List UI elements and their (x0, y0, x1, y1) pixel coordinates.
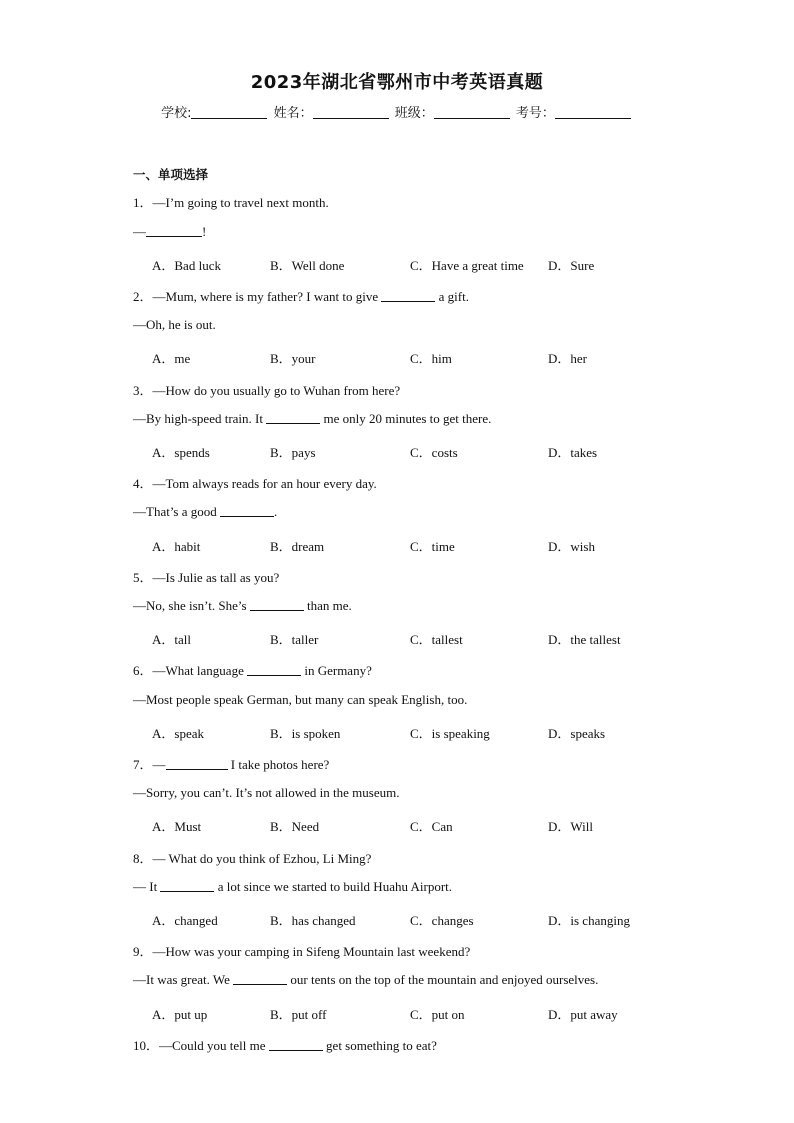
question-number: 3． (133, 383, 153, 398)
option-d[interactable]: D．speaks (548, 726, 606, 741)
question-text: —Could you tell me (159, 1038, 266, 1053)
question-6-response (133, 692, 467, 708)
question-text: —What language (152, 663, 244, 678)
question-text: — It (133, 879, 158, 894)
option-b[interactable]: B．Well done (270, 258, 345, 273)
question-text: —Oh, he is out. (133, 317, 216, 332)
option-d[interactable]: D．wish (548, 539, 595, 554)
option-d[interactable]: D．the tallest (548, 632, 621, 647)
option-d[interactable]: D．Sure (548, 258, 595, 273)
question-8-response (133, 879, 452, 895)
option-a[interactable]: A．put up (152, 1007, 208, 1022)
question-9-options (152, 1004, 672, 1022)
answer-blank (247, 664, 301, 676)
option-c[interactable]: C．Can (410, 819, 453, 834)
question-9-response (133, 972, 598, 988)
question-text: get something to eat? (326, 1038, 437, 1053)
school-label: 学校: (161, 106, 192, 121)
option-c[interactable]: C．is speaking (410, 726, 490, 741)
question-text: —How was your camping in Sifeng Mountain last weekend? (152, 944, 471, 959)
option-a[interactable]: A．Bad luck (152, 258, 221, 273)
question-2-prompt (133, 286, 469, 305)
question-9-prompt (133, 941, 470, 960)
answer-blank (266, 412, 320, 424)
class-label: 班级： (394, 106, 434, 121)
question-text: —How do you usually go to Wuhan from here? (152, 383, 401, 398)
question-text: me only 20 minutes to get there. (323, 411, 492, 426)
question-text: — What do you think of Ezhou, Li Ming? (152, 851, 372, 866)
question-text: our tents on the top of the mountain and enjoyed ourselves. (290, 972, 599, 987)
option-c[interactable]: C．Have a great time (410, 258, 524, 273)
number-blank[interactable] (555, 106, 631, 119)
option-b[interactable]: B．put off (270, 1007, 327, 1022)
question-text: than me. (307, 598, 352, 613)
question-5-prompt (133, 567, 279, 586)
question-text: —I’m going to travel next month. (152, 195, 329, 210)
question-10-prompt (133, 1035, 437, 1054)
option-a[interactable]: A．me (152, 351, 191, 366)
question-8-prompt (133, 848, 371, 867)
question-text: —Sorry, you can’t. It’s not allowed in the museum. (133, 785, 400, 800)
question-number: 2． (133, 289, 153, 304)
option-b[interactable]: B．Need (270, 819, 320, 834)
question-text: a gift. (438, 289, 469, 304)
question-7-prompt (133, 754, 329, 773)
option-b[interactable]: B．taller (270, 632, 319, 647)
answer-blank (233, 973, 287, 985)
question-text: —Is Julie as tall as you? (152, 570, 280, 585)
option-a[interactable]: A．Must (152, 819, 202, 834)
option-b[interactable]: B．dream (270, 539, 325, 554)
name-label: 姓名： (273, 106, 313, 121)
number-label: 考号： (515, 106, 555, 121)
question-2-options (152, 348, 672, 366)
option-c[interactable]: C．put on (410, 1007, 465, 1022)
question-text: I take photos here? (230, 757, 330, 772)
option-c[interactable]: C．him (410, 351, 452, 366)
question-7-response (133, 785, 399, 801)
question-2-response (133, 317, 216, 333)
option-c[interactable]: C．changes (410, 913, 474, 928)
question-3-options (152, 442, 672, 460)
question-5-response (133, 598, 352, 614)
question-text: a lot since we started to build Huahu Airport. (217, 879, 453, 894)
question-text: —That’s a good (133, 504, 217, 519)
question-4-prompt (133, 473, 377, 492)
dash: — (133, 224, 146, 239)
question-number: 7． (133, 757, 153, 772)
question-number: 9． (133, 944, 153, 959)
option-c[interactable]: C．costs (410, 445, 458, 460)
option-b[interactable]: B．is spoken (270, 726, 341, 741)
question-6-options (152, 723, 672, 741)
question-number: 4． (133, 476, 153, 491)
option-a[interactable]: A．speak (152, 726, 204, 741)
option-b[interactable]: B．pays (270, 445, 316, 460)
option-b[interactable]: B．your (270, 351, 316, 366)
question-number: 6． (133, 663, 153, 678)
question-number: 10． (133, 1038, 160, 1053)
answer-blank (269, 1039, 323, 1051)
question-1-prompt (133, 192, 329, 211)
question-number: 8． (133, 851, 153, 866)
question-3-response (133, 411, 491, 427)
option-d[interactable]: D．is changing (548, 913, 630, 928)
name-blank[interactable] (313, 106, 389, 119)
question-text: . (274, 504, 278, 519)
dash: — (152, 757, 166, 772)
question-text: —By high-speed train. It (133, 411, 263, 426)
option-a[interactable]: A．changed (152, 913, 218, 928)
question-text: —No, she isn’t. She’s (133, 598, 247, 613)
question-6-prompt (133, 660, 372, 679)
option-a[interactable]: A．habit (152, 539, 201, 554)
option-b[interactable]: B．has changed (270, 913, 356, 928)
option-a[interactable]: A．spends (152, 445, 210, 460)
question-text: —Tom always reads for an hour every day. (152, 476, 377, 491)
section-heading: 一、单项选择 (133, 167, 209, 182)
school-blank[interactable] (191, 106, 267, 119)
option-d[interactable]: D．put away (548, 1007, 618, 1022)
class-blank[interactable] (434, 106, 510, 119)
question-3-prompt (133, 380, 400, 399)
option-a[interactable]: A．tall (152, 632, 191, 647)
question-number: 5． (133, 570, 153, 585)
option-d[interactable]: D．her (548, 351, 587, 366)
option-d[interactable]: D．Will (548, 819, 593, 834)
question-1-options (152, 255, 672, 273)
answer-blank (160, 880, 214, 892)
question-1-response (133, 224, 206, 240)
page-title: 2023年湖北省鄂州市中考英语真题 (250, 72, 544, 93)
option-d[interactable]: D．takes (548, 445, 598, 460)
option-c[interactable]: C．tallest (410, 632, 463, 647)
answer-blank (381, 290, 435, 302)
question-text: —It was great. We (133, 972, 230, 987)
answer-blank (250, 599, 304, 611)
question-text: in Germany? (304, 663, 372, 678)
question-7-options (152, 816, 672, 834)
question-text: ! (202, 224, 207, 239)
question-text: —Most people speak German, but many can speak English, too. (133, 692, 468, 707)
student-info-bar (0, 102, 794, 121)
question-4-response (133, 504, 277, 520)
question-8-options (152, 910, 672, 928)
answer-blank (166, 758, 228, 770)
question-5-options (152, 629, 672, 647)
answer-blank (146, 225, 202, 237)
question-4-options (152, 536, 672, 554)
question-number: 1． (133, 195, 153, 210)
answer-blank (220, 505, 274, 517)
question-text: —Mum, where is my father? I want to give (152, 289, 379, 304)
option-c[interactable]: C．time (410, 539, 455, 554)
